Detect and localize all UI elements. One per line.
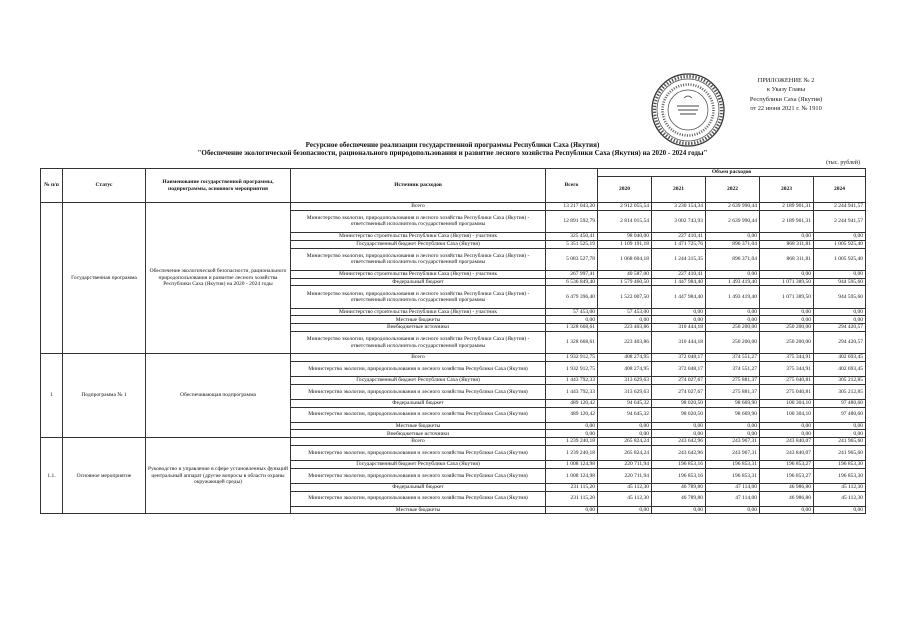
row-year-value: 98 020,50 xyxy=(652,407,706,422)
row-year-value: 0,00 xyxy=(760,422,814,430)
row-year-value: 402 693,45 xyxy=(814,354,866,362)
row-total: 0,00 xyxy=(546,316,598,324)
row-source: Министерство экологии, природопользования и лесного хозяйства Республики Саха (Якутия) - ответственный исполнитель государственной программы xyxy=(291,286,546,308)
document-subtitle: "Обеспечение экологической безопасности, рационального природопользования и развитие лесного хозяйства Республики Саха (Якутия) на 2020 - 2024 годы" xyxy=(197,149,708,157)
row-year-value: 0,00 xyxy=(814,506,866,514)
row-source: Всего xyxy=(291,203,546,211)
row-year-value: 0,00 xyxy=(760,270,814,278)
row-total: 0,00 xyxy=(546,422,598,430)
row-source: Государственный бюджет Республики Саха (Якутия) xyxy=(291,240,546,248)
row-year-value: 0,00 xyxy=(814,430,866,438)
row-year-value: 243 840,07 xyxy=(760,438,814,446)
row-status: Основное мероприятие xyxy=(63,438,146,514)
row-year-value: 243 967,31 xyxy=(706,438,760,446)
row-year-value: 265 824,24 xyxy=(598,445,652,460)
col-header-total: Всего xyxy=(546,169,598,203)
row-total: 1 239 240,18 xyxy=(546,445,598,460)
row-year-value: 94 645,32 xyxy=(598,407,652,422)
row-source: Местные бюджеты xyxy=(291,506,546,514)
row-year-value: 408 274,95 xyxy=(598,361,652,376)
row-year-value: 0,00 xyxy=(760,232,814,240)
col-header-year: 2023 xyxy=(760,177,814,203)
row-year-value: 0,00 xyxy=(814,316,866,324)
row-year-value: 402 693,45 xyxy=(814,361,866,376)
row-source: Министерство экологии, природопользования и лесного хозяйства Республики Саха (Якутия) xyxy=(291,361,546,376)
row-year-value: 250 200,00 xyxy=(706,324,760,332)
col-header-year: 2021 xyxy=(652,177,706,203)
row-year-value: 1 005 925,40 xyxy=(814,240,866,248)
row-total: 231 115,20 xyxy=(546,491,598,506)
row-year-value: 0,00 xyxy=(652,316,706,324)
row-year-value: 97 480,60 xyxy=(814,399,866,407)
row-year-value: 1 522 007,50 xyxy=(598,286,652,308)
row-year-value: 1 493 419,40 xyxy=(706,286,760,308)
row-year-value: 98 040,00 xyxy=(598,232,652,240)
row-year-value: 375 344,91 xyxy=(760,354,814,362)
row-year-value: 2 639 990,44 xyxy=(706,210,760,232)
row-year-value: 372 048,17 xyxy=(652,354,706,362)
row-year-value: 2 639 990,44 xyxy=(706,203,760,211)
row-year-value: 375 344,91 xyxy=(760,361,814,376)
row-source: Местные бюджеты xyxy=(291,316,546,324)
row-year-value: 408 274,95 xyxy=(598,354,652,362)
col-header-status: Статус xyxy=(63,169,146,203)
row-year-value: 46 986,80 xyxy=(760,491,814,506)
row-source: Министерство экологии, природопользования и лесного хозяйства Республики Саха (Якутия) xyxy=(291,407,546,422)
col-header-name: Наименование государственной программы, подпрограммы, основного мероприятия xyxy=(146,169,291,203)
row-year-value: 241 965,60 xyxy=(814,445,866,460)
row-source: Министерство экологии, природопользования и лесного хозяйства Республики Саха (Якутия) - ответственный исполнитель государственной программы xyxy=(291,331,546,353)
row-year-value: 0,00 xyxy=(706,270,760,278)
row-year-value: 196 853,31 xyxy=(706,468,760,483)
row-total: 489 120,42 xyxy=(546,399,598,407)
row-year-value: 275 881,37 xyxy=(706,384,760,399)
row-year-value: 313 629,63 xyxy=(598,384,652,399)
table-row xyxy=(41,203,866,211)
row-number: 1 xyxy=(41,354,63,438)
appendix-line: к Указу Главы xyxy=(766,86,806,94)
table-row xyxy=(41,354,866,362)
row-year-value: 250 200,00 xyxy=(760,331,814,353)
row-year-value: 100 304,10 xyxy=(760,407,814,422)
row-name: Обеспечение экологической безопасности, рационального природопользования и развитие лесного хозяйства Республики Саха (Якутия) на 2020 - 2024 годы xyxy=(146,203,291,354)
row-year-value: 0,00 xyxy=(652,430,706,438)
row-total: 1 328 668,61 xyxy=(546,324,598,332)
row-year-value: 98 020,50 xyxy=(652,399,706,407)
row-year-value: 47 114,00 xyxy=(706,483,760,491)
row-year-value: 98 669,90 xyxy=(706,399,760,407)
row-year-value: 196 853,30 xyxy=(814,460,866,468)
col-header-year: 2022 xyxy=(706,177,760,203)
row-year-value: 0,00 xyxy=(760,430,814,438)
row-year-value: 45 112,30 xyxy=(814,491,866,506)
row-year-value: 2 244 941,57 xyxy=(814,210,866,232)
row-year-value: 45 112,30 xyxy=(598,483,652,491)
table-row xyxy=(41,438,866,446)
row-year-value: 227 410,41 xyxy=(652,270,706,278)
row-year-value: 0,00 xyxy=(706,422,760,430)
row-year-value: 241 965,60 xyxy=(814,438,866,446)
col-header-year: 2024 xyxy=(814,177,866,203)
row-source: Министерство экологии, природопользования и лесного хозяйства Республики Саха (Якутия) xyxy=(291,445,546,460)
row-year-value: 265 824,24 xyxy=(598,438,652,446)
row-source: Государственный бюджет Республики Саха (Якутия) xyxy=(291,376,546,384)
row-year-value: 275 040,81 xyxy=(760,376,814,384)
row-year-value: 2 912 055,54 xyxy=(598,203,652,211)
row-total: 1 008 124,98 xyxy=(546,468,598,483)
row-total: 57 453,00 xyxy=(546,308,598,316)
row-total: 5 351 525,19 xyxy=(546,240,598,248)
row-total: 0,00 xyxy=(546,430,598,438)
row-source: Местные бюджеты xyxy=(291,422,546,430)
row-year-value: 274 027,67 xyxy=(652,376,706,384)
row-total: 1 443 792,33 xyxy=(546,376,598,384)
row-year-value: 1 068 604,18 xyxy=(598,248,652,270)
row-year-value: 372 048,17 xyxy=(652,361,706,376)
row-year-value: 0,00 xyxy=(598,430,652,438)
row-year-value: 0,00 xyxy=(706,232,760,240)
row-source: Всего xyxy=(291,438,546,446)
row-year-value: 223 403,86 xyxy=(598,324,652,332)
row-year-value: 57 453,00 xyxy=(598,308,652,316)
row-year-value: 868 311,81 xyxy=(760,240,814,248)
row-year-value: 1 447 984,40 xyxy=(652,278,706,286)
row-year-value: 2 244 941,57 xyxy=(814,203,866,211)
row-year-value: 2 189 901,31 xyxy=(760,203,814,211)
row-year-value: 313 629,63 xyxy=(598,376,652,384)
row-source: Министерство экологии, природопользования и лесного хозяйства Республики Саха (Якутия) xyxy=(291,468,546,483)
row-year-value: 0,00 xyxy=(706,316,760,324)
row-year-value: 97 480,60 xyxy=(814,407,866,422)
row-year-value: 45 112,30 xyxy=(814,483,866,491)
row-year-value: 1 244 315,35 xyxy=(652,248,706,270)
row-total: 267 997,41 xyxy=(546,270,598,278)
table-body xyxy=(41,203,866,514)
col-header-source: Источник расходов xyxy=(291,169,546,203)
row-name: Руководство и управление в сфере установленных функций центральный аппарат (другие вопросы в области охраны окружающей среды) xyxy=(146,438,291,514)
row-year-value: 1 447 984,40 xyxy=(652,286,706,308)
row-year-value: 1 071 389,50 xyxy=(760,286,814,308)
row-year-value: 0,00 xyxy=(760,506,814,514)
row-year-value: 896 371,04 xyxy=(706,240,760,248)
row-source: Федеральный бюджет xyxy=(291,483,546,491)
row-year-value: 243 642,96 xyxy=(652,438,706,446)
row-source: Федеральный бюджет xyxy=(291,399,546,407)
row-year-value: 0,00 xyxy=(760,308,814,316)
row-year-value: 310 444,18 xyxy=(652,331,706,353)
row-year-value: 1 579 460,50 xyxy=(598,278,652,286)
row-source: Министерство экологии, природопользования и лесного хозяйства Республики Саха (Якутия) xyxy=(291,491,546,506)
row-year-value: 0,00 xyxy=(760,316,814,324)
row-year-value: 196 853,16 xyxy=(652,468,706,483)
appendix-line: от 22 июня 2021 г. № 1910 xyxy=(750,105,822,113)
row-year-value: 46 986,80 xyxy=(760,483,814,491)
row-year-value: 243 642,96 xyxy=(652,445,706,460)
row-total: 5 083 527,78 xyxy=(546,248,598,270)
row-total: 1 008 124,98 xyxy=(546,460,598,468)
row-year-value: 40 587,00 xyxy=(598,270,652,278)
row-year-value: 250 200,00 xyxy=(760,324,814,332)
row-year-value: 374 551,27 xyxy=(706,361,760,376)
row-year-value: 374 551,27 xyxy=(706,354,760,362)
row-total: 1 443 792,33 xyxy=(546,384,598,399)
row-year-value: 250 200,00 xyxy=(706,331,760,353)
row-source: Министерство экологии, природопользования и лесного хозяйства Республики Саха (Якутия) - ответственный исполнитель государственной программы xyxy=(291,248,546,270)
row-year-value: 1 005 925,40 xyxy=(814,248,866,270)
row-year-value: 47 114,00 xyxy=(706,491,760,506)
row-year-value: 0,00 xyxy=(814,422,866,430)
row-total: 1 932 912,75 xyxy=(546,361,598,376)
row-year-value: 196 853,27 xyxy=(760,460,814,468)
row-total: 1 932 912,75 xyxy=(546,354,598,362)
row-year-value: 0,00 xyxy=(706,308,760,316)
row-year-value: 196 853,30 xyxy=(814,468,866,483)
row-total: 6 536 849,40 xyxy=(546,278,598,286)
row-source: Министерство строительства Республики Саха (Якутия) - участник xyxy=(291,270,546,278)
row-year-value: 0,00 xyxy=(652,422,706,430)
row-total: 1 328 668,61 xyxy=(546,331,598,353)
row-year-value: 0,00 xyxy=(652,308,706,316)
row-total: 325 450,41 xyxy=(546,232,598,240)
official-seal-icon xyxy=(650,72,726,148)
row-source: Внебюджетные источники xyxy=(291,324,546,332)
row-year-value: 305 212,85 xyxy=(814,376,866,384)
row-year-value: 220 711,94 xyxy=(598,468,652,483)
row-year-value: 294 420,57 xyxy=(814,331,866,353)
row-year-value: 1 071 389,50 xyxy=(760,278,814,286)
row-source: Министерство строительства Республики Саха (Якутия) - участник xyxy=(291,308,546,316)
units-label: (тыс. рублей) xyxy=(826,160,860,166)
row-year-value: 868 311,81 xyxy=(760,248,814,270)
document-title: Ресурсное обеспечение реализации государственной программы Республики Саха (Якутия) xyxy=(305,141,600,149)
appendix-line: Республики Саха (Якутия) xyxy=(749,95,823,103)
row-year-value: 98 669,90 xyxy=(706,407,760,422)
row-year-value: 196 853,16 xyxy=(652,460,706,468)
row-year-value: 100 304,10 xyxy=(760,399,814,407)
col-header-year: 2020 xyxy=(598,177,652,203)
row-total: 13 217 043,20 xyxy=(546,203,598,211)
row-total: 0,00 xyxy=(546,506,598,514)
col-header-num: № п/п xyxy=(41,169,63,203)
row-year-value: 0,00 xyxy=(598,506,652,514)
row-status: Государственная программа xyxy=(63,203,146,354)
row-year-value: 274 027,67 xyxy=(652,384,706,399)
row-year-value: 3 002 743,93 xyxy=(652,210,706,232)
row-number xyxy=(41,203,63,354)
row-year-value: 944 595,60 xyxy=(814,278,866,286)
row-total: 6 479 396,40 xyxy=(546,286,598,308)
row-year-value: 2 189 901,31 xyxy=(760,210,814,232)
row-source: Внебюджетные источники xyxy=(291,430,546,438)
row-year-value: 94 645,32 xyxy=(598,399,652,407)
row-total: 489 120,42 xyxy=(546,407,598,422)
row-source: Государственный бюджет Республики Саха (Якутия) xyxy=(291,460,546,468)
row-year-value: 896 371,04 xyxy=(706,248,760,270)
row-year-value: 2 814 015,54 xyxy=(598,210,652,232)
row-year-value: 196 853,31 xyxy=(706,460,760,468)
row-year-value: 220 711,94 xyxy=(598,460,652,468)
row-name: Обеспечивающая подпрограмма xyxy=(146,354,291,438)
row-source: Федеральный бюджет xyxy=(291,278,546,286)
row-year-value: 944 595,60 xyxy=(814,286,866,308)
row-year-value: 0,00 xyxy=(706,506,760,514)
row-year-value: 305 212,85 xyxy=(814,384,866,399)
row-number: 1.1. xyxy=(41,438,63,514)
row-year-value: 46 789,80 xyxy=(652,483,706,491)
row-year-value: 0,00 xyxy=(706,430,760,438)
col-header-volume: Объем расходов xyxy=(598,169,866,177)
row-year-value: 1 109 191,18 xyxy=(598,240,652,248)
row-source: Министерство экологии, природопользования и лесного хозяйства Республики Саха (Якутия) - ответственный исполнитель государственной программы xyxy=(291,210,546,232)
row-year-value: 223 403,86 xyxy=(598,331,652,353)
row-source: Министерство экологии, природопользования и лесного хозяйства Республики Саха (Якутия) xyxy=(291,384,546,399)
row-year-value: 45 112,30 xyxy=(598,491,652,506)
row-year-value: 0,00 xyxy=(598,316,652,324)
row-year-value: 243 967,31 xyxy=(706,445,760,460)
row-year-value: 3 230 154,34 xyxy=(652,203,706,211)
appendix-approval xyxy=(737,76,835,114)
row-year-value: 243 840,07 xyxy=(760,445,814,460)
row-year-value: 0,00 xyxy=(814,270,866,278)
row-total: 231 115,20 xyxy=(546,483,598,491)
appendix-line: ПРИЛОЖЕНИЕ № 2 xyxy=(757,77,815,84)
row-year-value: 275 040,81 xyxy=(760,384,814,399)
row-year-value: 46 789,80 xyxy=(652,491,706,506)
row-source: Министерство строительства Республики Саха (Якутия) - участник xyxy=(291,232,546,240)
row-year-value: 310 444,18 xyxy=(652,324,706,332)
row-year-value: 0,00 xyxy=(598,422,652,430)
row-source: Всего xyxy=(291,354,546,362)
row-total: 12 891 592,79 xyxy=(546,210,598,232)
row-year-value: 275 881,37 xyxy=(706,376,760,384)
row-year-value: 1 493 419,40 xyxy=(706,278,760,286)
row-year-value: 1 471 725,76 xyxy=(652,240,706,248)
row-total: 1 239 240,18 xyxy=(546,438,598,446)
row-year-value: 0,00 xyxy=(652,506,706,514)
row-year-value: 227 410,41 xyxy=(652,232,706,240)
row-year-value: 196 853,27 xyxy=(760,468,814,483)
resource-table xyxy=(40,168,866,514)
row-year-value: 0,00 xyxy=(814,232,866,240)
row-status: Подпрограмма № 1 xyxy=(63,354,146,438)
row-year-value: 294 420,57 xyxy=(814,324,866,332)
row-year-value: 0,00 xyxy=(814,308,866,316)
